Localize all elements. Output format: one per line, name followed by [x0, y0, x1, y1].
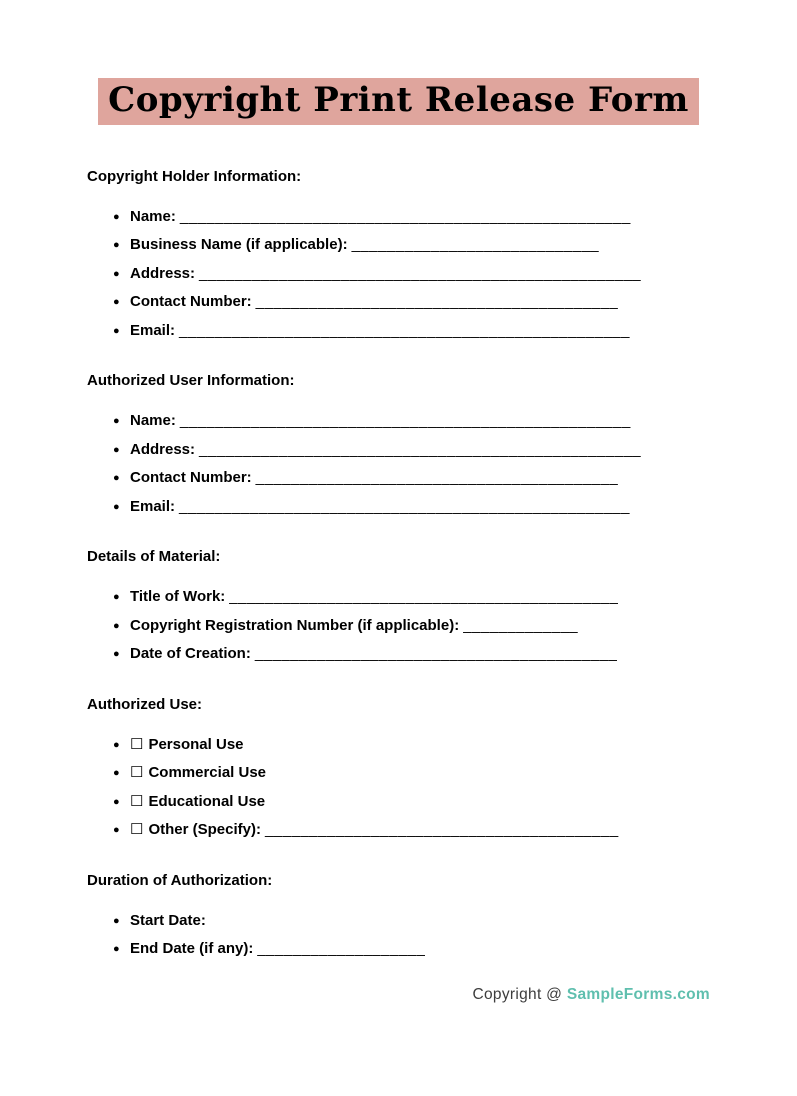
page-title: Copyright Print Release Form	[98, 78, 699, 125]
field-label: Email:	[130, 321, 176, 339]
section-authorized-use	[87, 695, 710, 845]
field-row-end-date	[113, 935, 710, 964]
field-row-title-of-work	[113, 583, 710, 612]
field-label: Contact Number:	[130, 469, 252, 487]
field-blank-line: _________________________________________	[255, 293, 619, 311]
checkbox-icon: ☐	[130, 764, 144, 782]
field-row-date-of-creation	[113, 640, 710, 669]
field-list	[87, 583, 710, 669]
field-label: End Date (if any):	[130, 940, 254, 958]
bullet-icon: ●	[113, 648, 120, 661]
field-row-address	[113, 260, 710, 289]
checkbox-label: Personal Use	[148, 735, 244, 753]
section-heading: Duration of Authorization:	[87, 871, 273, 889]
checkbox-row-personal-use	[113, 731, 710, 760]
section-heading: Details of Material:	[87, 548, 221, 566]
checkbox-label: Other (Specify):	[148, 821, 261, 839]
field-list	[87, 203, 710, 346]
checkbox-row-other-specify	[113, 816, 710, 845]
bullet-icon: ●	[113, 619, 120, 632]
bullet-icon: ●	[113, 296, 120, 309]
field-blank-line: ____________________________________________	[229, 588, 619, 606]
checkbox-label: Commercial Use	[148, 764, 267, 782]
field-row-email	[113, 493, 710, 522]
field-blank-line: ___________________________________________________	[179, 412, 631, 430]
field-row-contact-number	[113, 464, 710, 493]
field-blank-line: ___________________________________________________	[179, 321, 630, 339]
field-label: Name:	[130, 207, 176, 225]
footer	[0, 986, 797, 1004]
field-row-name	[113, 203, 710, 232]
field-blank-line: ___________________________________________________	[179, 497, 630, 515]
field-label: Title of Work:	[130, 588, 226, 606]
document-page	[0, 78, 797, 1096]
bullet-icon: ●	[113, 824, 120, 837]
title-row	[0, 78, 797, 125]
section-details-of-material	[87, 547, 710, 669]
field-label: Contact Number:	[130, 293, 252, 311]
bullet-icon: ●	[113, 943, 120, 956]
field-blank-line: __________________________________________________	[199, 440, 642, 458]
bullet-icon: ●	[113, 443, 120, 456]
field-row-business-name	[113, 231, 710, 260]
bullet-icon: ●	[113, 267, 120, 280]
section-heading: Authorized User Information:	[87, 372, 295, 390]
field-list	[87, 907, 710, 964]
checkbox-icon: ☐	[130, 792, 144, 810]
checkbox-list	[87, 731, 710, 845]
footer-brand-link[interactable]: SampleForms.com	[566, 985, 710, 1003]
field-label: Start Date:	[130, 911, 206, 929]
field-row-start-date	[113, 907, 710, 936]
bullet-icon: ●	[113, 415, 120, 428]
bullet-icon: ●	[113, 795, 120, 808]
checkbox-row-commercial-use	[113, 759, 710, 788]
field-row-email	[113, 317, 710, 346]
field-label: Email:	[130, 497, 176, 515]
field-label: Copyright Registration Number (if applicable):	[130, 616, 460, 634]
bullet-icon: ●	[113, 472, 120, 485]
field-label: Date of Creation:	[130, 645, 251, 663]
field-label: Business Name (if applicable):	[130, 236, 348, 254]
bullet-icon: ●	[113, 767, 120, 780]
field-blank-line: _____________	[463, 616, 579, 634]
bullet-icon: ●	[113, 210, 120, 223]
field-blank-line: _________________________________________	[254, 645, 618, 663]
field-label: Address:	[130, 440, 196, 458]
checkbox-icon: ☐	[130, 735, 144, 753]
footer-copyright-text: Copyright @	[472, 985, 567, 1003]
bullet-icon: ●	[113, 591, 120, 604]
checkbox-row-educational-use	[113, 788, 710, 817]
checkbox-label: Educational Use	[148, 792, 266, 810]
form-content	[87, 167, 710, 964]
field-row-name	[113, 407, 710, 436]
bullet-icon: ●	[113, 738, 120, 751]
checkbox-icon: ☐	[130, 821, 144, 839]
section-duration	[87, 871, 710, 964]
field-blank-line: ___________________	[257, 940, 426, 958]
section-authorized-user	[87, 371, 710, 521]
field-label: Name:	[130, 412, 176, 430]
field-row-contact-number	[113, 288, 710, 317]
bullet-icon: ●	[113, 239, 120, 252]
field-blank-line: ________________________________________	[264, 821, 619, 839]
field-blank-line: __________________________________________________	[199, 264, 642, 282]
field-row-registration-number	[113, 612, 710, 641]
bullet-icon: ●	[113, 914, 120, 927]
bullet-icon: ●	[113, 500, 120, 513]
section-heading: Copyright Holder Information:	[87, 167, 302, 185]
section-heading: Authorized Use:	[87, 695, 203, 713]
field-list	[87, 407, 710, 521]
field-blank-line: _________________________________________	[255, 469, 619, 487]
field-label: Address:	[130, 264, 196, 282]
field-blank-line: ___________________________________________________	[179, 207, 631, 225]
section-copyright-holder	[87, 167, 710, 346]
field-blank-line: ____________________________	[351, 236, 600, 254]
bullet-icon: ●	[113, 324, 120, 337]
field-row-address	[113, 436, 710, 465]
